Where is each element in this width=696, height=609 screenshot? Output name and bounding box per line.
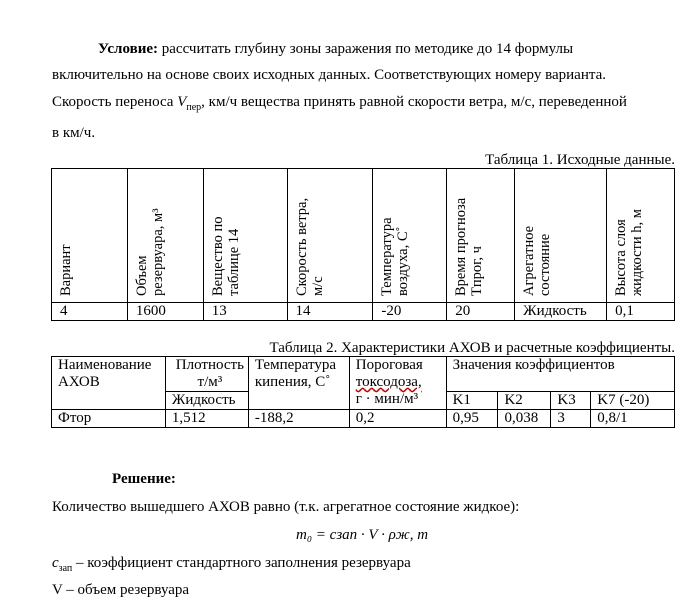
table1-caption: Таблица 1. Исходные данные. bbox=[485, 152, 675, 168]
formula-m0: m₀ = cзап · V · ρж, т bbox=[296, 527, 429, 543]
t2-cell-6: 3 bbox=[551, 410, 591, 428]
solution-label: Решение: bbox=[112, 471, 176, 487]
t2-cell-2: -188,2 bbox=[248, 410, 349, 428]
t2-cell-0: Фтор bbox=[52, 410, 166, 428]
t2-header-coefficients: Значения коэффициентов bbox=[446, 357, 674, 392]
t1-header-6: Агрегатное состояние bbox=[515, 169, 607, 303]
t2-header-boil: Температура кипения, С˚ bbox=[248, 357, 349, 410]
task-line-3: Скорость переноса $V_{пер}$, км/ч вещества принять равной скорости ветра, м/с, переведенной bbox=[52, 94, 627, 113]
t2-cell-1: 1,512 bbox=[165, 410, 248, 428]
t1-header-1: Объем резервуара, м³ bbox=[127, 169, 203, 303]
t2-coef-header-1: K2 bbox=[498, 392, 551, 410]
t2-data-row bbox=[52, 410, 675, 428]
t1-header-7: Высота слоя жидкости h, м bbox=[607, 169, 675, 303]
task-line-4: в км/ч. bbox=[52, 125, 96, 141]
t2-cell-3: 0,2 bbox=[349, 410, 446, 428]
t2-header-toxodose: Пороговая токсодоза, г · мин/м³ bbox=[349, 357, 446, 410]
t2-header-name: Наименование АХОВ bbox=[52, 357, 166, 410]
t2-coef-header-2: K3 bbox=[551, 392, 591, 410]
t1-header-5: Время прогноза Tпрог, ч bbox=[447, 169, 515, 303]
task-line-2: включительно на основе своих исходных данных. Соответствующих номеру варианта. bbox=[52, 67, 606, 83]
definition-v: V – объем резервуара bbox=[52, 582, 190, 598]
t1-header-0: Вариант bbox=[52, 169, 128, 303]
t2-cell-4: 0,95 bbox=[446, 410, 498, 428]
table1 bbox=[51, 168, 675, 321]
t1-header-2: Вещество по таблице 14 bbox=[203, 169, 287, 303]
t1-value-7: 0,1 bbox=[607, 303, 675, 321]
t1-value-2: 13 bbox=[203, 303, 287, 321]
t1-value-5: 20 bbox=[447, 303, 515, 321]
t2-header-density-sub: Жидкость bbox=[165, 392, 248, 410]
t2-cell-5: 0,038 bbox=[498, 410, 551, 428]
t1-value-3: 14 bbox=[287, 303, 373, 321]
t2-cell-7: 0,8/1 bbox=[591, 410, 675, 428]
table2-caption: Таблица 2. Характеристики АХОВ и расчетные коэффициенты. bbox=[269, 340, 675, 356]
t1-value-1: 1600 bbox=[127, 303, 203, 321]
task-line-1: Условие: рассчитать глубину зоны заражения по методике до 14 формулы bbox=[98, 41, 574, 57]
table2 bbox=[51, 356, 675, 428]
solution-line-1: Количество вышедшего АХОВ равно (т.к. агрегатное состояние жидкое): bbox=[52, 499, 520, 515]
t2-coef-header-0: K1 bbox=[446, 392, 498, 410]
table1-value-row bbox=[52, 303, 675, 321]
t1-value-4: -20 bbox=[373, 303, 447, 321]
t1-value-6: Жидкость bbox=[515, 303, 607, 321]
task-label: Условие: bbox=[98, 41, 158, 57]
definition-czap: $c_{зап}$ – коэффициент стандартного заполнения резервуара bbox=[52, 555, 411, 574]
t2-coef-header-3: K7 (-20) bbox=[591, 392, 675, 410]
table1-header-row bbox=[52, 169, 675, 303]
t2-header-density: Плотность т/м³ bbox=[165, 357, 248, 392]
t1-header-3: Скорость ветра, м/с bbox=[287, 169, 373, 303]
t1-value-0: 4 bbox=[52, 303, 128, 321]
t1-header-4: Температура воздуха, С˚ bbox=[373, 169, 447, 303]
